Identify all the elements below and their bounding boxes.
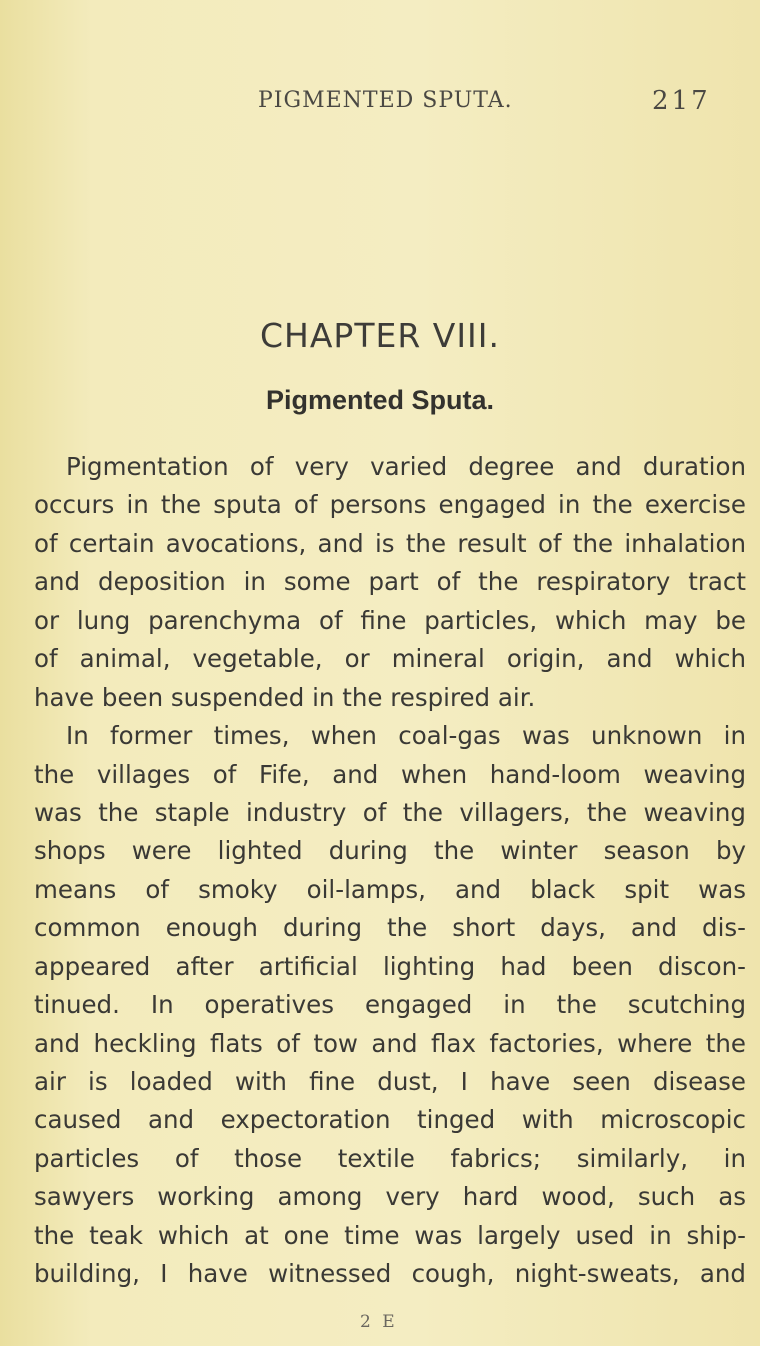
- text-line: was the staple industry of the villagers, the weaving: [34, 797, 746, 827]
- text-line: of animal, vegetable, or mineral origin, and which: [34, 644, 746, 674]
- text-line: sawyers working among very hard wood, such as: [34, 1182, 746, 1212]
- text-line: air is loaded with fine dust, I have seen disease: [34, 1067, 746, 1096]
- text-line: shops were lighted during the winter season by: [34, 836, 746, 866]
- text-line: occurs in the sputa of persons engaged in the exercise: [34, 490, 746, 520]
- text-line: the villages of Fife, and when hand-loom weaving: [34, 759, 746, 789]
- text-line: the teak which at one time was largely used in ship-: [34, 1220, 746, 1250]
- text-line: building, I have witnessed cough, night-sweats, and: [34, 1259, 746, 1289]
- text-line: particles of those textile fabrics; similarly, in: [34, 1143, 746, 1173]
- text-line: and deposition in some part of the respiratory tract: [34, 567, 746, 597]
- text-line: means of smoky oil-lamps, and black spit was: [34, 874, 746, 904]
- text-line: or lung parenchyma of fine particles, which may be: [34, 605, 746, 635]
- text-line: caused and expectoration tinged with microscopic: [34, 1105, 746, 1135]
- text-line: In former times, when coal-gas was unknown in: [66, 721, 746, 751]
- running-title: PIGMENTED SPUTA.: [258, 88, 513, 113]
- text-line: appeared after artificial lighting had been discon-: [34, 951, 746, 981]
- running-head: [0, 88, 760, 128]
- text-line: common enough during the short days, and dis-: [34, 913, 746, 943]
- body-text: [34, 452, 746, 1298]
- chapter-heading: CHAPTER VIII.: [259, 316, 501, 355]
- text-line: Pigmentation of very varied degree and duration: [66, 452, 746, 481]
- page-number: 217: [652, 86, 711, 116]
- section-title: Pigmented Sputa.: [265, 385, 495, 415]
- text-line: tinued. In operatives engaged in the scutching: [34, 990, 746, 1020]
- text-line: have been suspended in the respired air.: [34, 682, 536, 712]
- text-line: and heckling flats of tow and flax factories, where the: [34, 1028, 746, 1058]
- signature-mark: 2 E: [360, 1312, 398, 1332]
- text-line: of certain avocations, and is the result of the inhalation: [34, 528, 746, 558]
